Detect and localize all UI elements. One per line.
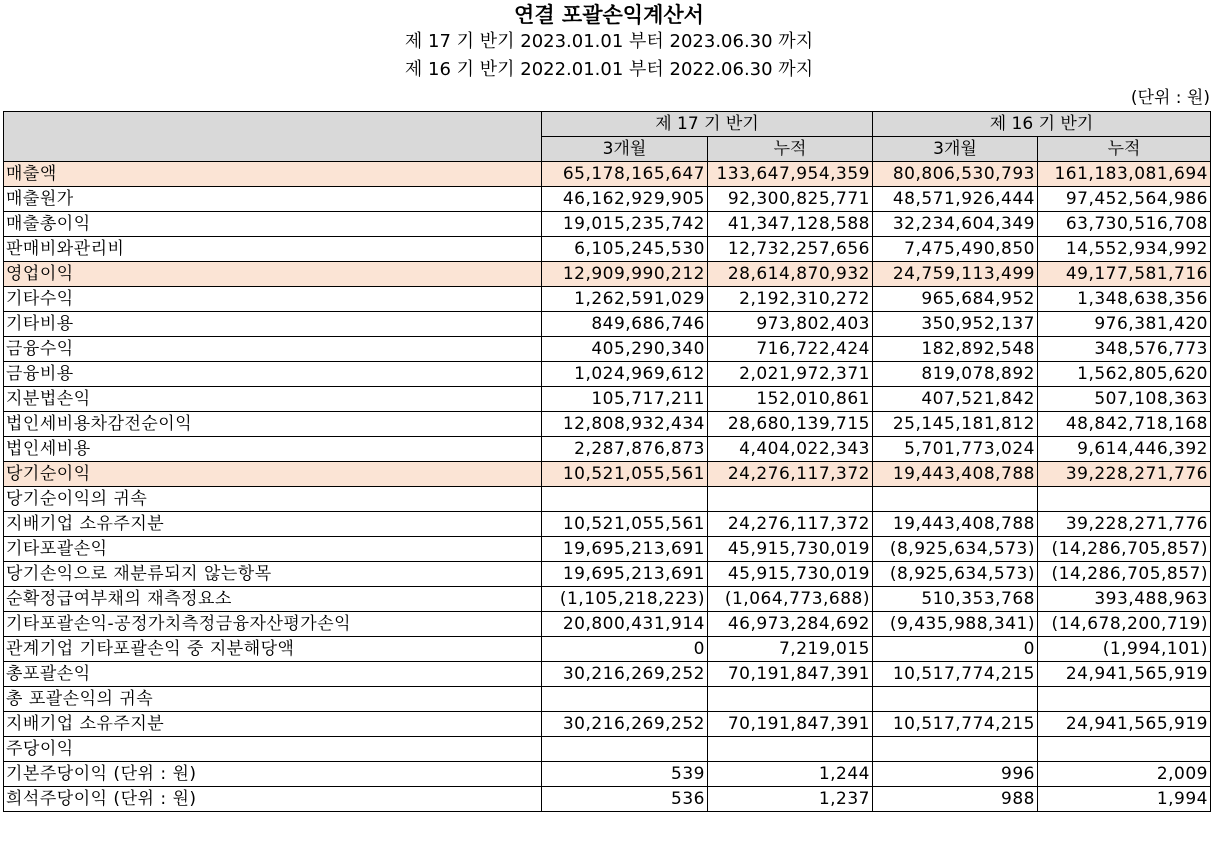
row-label: 순확정급여부채의 재측정요소 bbox=[4, 587, 542, 612]
table-row bbox=[4, 687, 1211, 712]
prior-3m-value: (9,435,988,341) bbox=[873, 612, 1038, 637]
table-row bbox=[4, 237, 1211, 262]
current-3m-value: 19,015,235,742 bbox=[542, 212, 708, 237]
prior-cum-value: 348,576,773 bbox=[1038, 337, 1211, 362]
current-3m-value: 405,290,340 bbox=[542, 337, 708, 362]
row-label: 당기손익으로 재분류되지 않는항목 bbox=[4, 562, 542, 587]
current-cum-value: 24,276,117,372 bbox=[708, 462, 873, 487]
table-header bbox=[4, 112, 1211, 162]
table-row bbox=[4, 312, 1211, 337]
current-3m-value: 536 bbox=[542, 787, 708, 812]
current-cum-value: 45,915,730,019 bbox=[708, 537, 873, 562]
row-label: 지배기업 소유주지분 bbox=[4, 512, 542, 537]
row-label: 영업이익 bbox=[4, 262, 542, 287]
group-prior-header: 제 16 기 반기 bbox=[873, 112, 1211, 137]
current-cum-value: 1,244 bbox=[708, 762, 873, 787]
row-label: 매출총이익 bbox=[4, 212, 542, 237]
account-header bbox=[4, 112, 542, 162]
row-label: 법인세비용차감전순이익 bbox=[4, 412, 542, 437]
prior-3m-value: 819,078,892 bbox=[873, 362, 1038, 387]
table-row bbox=[4, 212, 1211, 237]
current-cumulative-header: 누적 bbox=[708, 137, 873, 162]
income-statement-table bbox=[3, 111, 1211, 812]
current-cum-value: 24,276,117,372 bbox=[708, 512, 873, 537]
period-current: 제 17 기 반기 2023.01.01 부터 2023.06.30 까지 bbox=[404, 31, 814, 52]
prior-3m-value bbox=[873, 737, 1038, 762]
prior-cum-value: 1,348,638,356 bbox=[1038, 287, 1211, 312]
row-label: 판매비와관리비 bbox=[4, 237, 542, 262]
row-label: 당기순이익의 귀속 bbox=[4, 487, 542, 512]
prior-3m-value: 10,517,774,215 bbox=[873, 662, 1038, 687]
current-3m-value: 30,216,269,252 bbox=[542, 712, 708, 737]
prior-cum-value: 161,183,081,694 bbox=[1038, 162, 1211, 187]
prior-cum-value: 14,552,934,992 bbox=[1038, 237, 1211, 262]
prior-3m-value: (8,925,634,573) bbox=[873, 562, 1038, 587]
current-3m-value: 20,800,431,914 bbox=[542, 612, 708, 637]
period-prior: 제 16 기 반기 2022.01.01 부터 2022.06.30 까지 bbox=[404, 59, 814, 80]
current-cum-value bbox=[708, 737, 873, 762]
row-label: 기타수익 bbox=[4, 287, 542, 312]
row-label: 매출액 bbox=[4, 162, 542, 187]
prior-cum-value: 976,381,420 bbox=[1038, 312, 1211, 337]
current-cum-value: 45,915,730,019 bbox=[708, 562, 873, 587]
table-row bbox=[4, 487, 1211, 512]
row-label: 지분법손익 bbox=[4, 387, 542, 412]
prior-cum-value: 24,941,565,919 bbox=[1038, 712, 1211, 737]
prior-3m-value bbox=[873, 687, 1038, 712]
table-row bbox=[4, 787, 1211, 812]
current-3m-value: (1,105,218,223) bbox=[542, 587, 708, 612]
prior-3m-value: 510,353,768 bbox=[873, 587, 1038, 612]
prior-cum-value: (14,286,705,857) bbox=[1038, 537, 1211, 562]
prior-3m-value: 48,571,926,444 bbox=[873, 187, 1038, 212]
prior-cum-value bbox=[1038, 487, 1211, 512]
prior-3m-value: (8,925,634,573) bbox=[873, 537, 1038, 562]
current-3m-value: 12,909,990,212 bbox=[542, 262, 708, 287]
prior-cum-value: (14,286,705,857) bbox=[1038, 562, 1211, 587]
prior-3m-value: 988 bbox=[873, 787, 1038, 812]
current-cum-value: 133,647,954,359 bbox=[708, 162, 873, 187]
prior-3m-value: 32,234,604,349 bbox=[873, 212, 1038, 237]
current-cum-value: 973,802,403 bbox=[708, 312, 873, 337]
row-label: 기타비용 bbox=[4, 312, 542, 337]
row-label: 총포괄손익 bbox=[4, 662, 542, 687]
prior-cumulative-header: 누적 bbox=[1038, 137, 1211, 162]
statement-title: 연결 포괄손익계산서 bbox=[514, 3, 704, 27]
current-cum-value: 716,722,424 bbox=[708, 337, 873, 362]
current-cum-value: 2,192,310,272 bbox=[708, 287, 873, 312]
prior-cum-value: 39,228,271,776 bbox=[1038, 512, 1211, 537]
table-row bbox=[4, 537, 1211, 562]
unit-label: (단위 : 원) bbox=[1130, 88, 1210, 108]
prior-cum-value: 2,009 bbox=[1038, 762, 1211, 787]
table-row bbox=[4, 762, 1211, 787]
table-row bbox=[4, 512, 1211, 537]
prior-cum-value: 49,177,581,716 bbox=[1038, 262, 1211, 287]
current-3m-value bbox=[542, 487, 708, 512]
current-3m-value: 10,521,055,561 bbox=[542, 512, 708, 537]
prior-3m-value: 7,475,490,850 bbox=[873, 237, 1038, 262]
prior-cum-value: 97,452,564,986 bbox=[1038, 187, 1211, 212]
row-label: 금융비용 bbox=[4, 362, 542, 387]
prior-cum-value: 48,842,718,168 bbox=[1038, 412, 1211, 437]
prior-cum-value: 1,562,805,620 bbox=[1038, 362, 1211, 387]
prior-3m-value: 996 bbox=[873, 762, 1038, 787]
table-row bbox=[4, 262, 1211, 287]
prior-3m-value: 0 bbox=[873, 637, 1038, 662]
prior-three-month-header: 3개월 bbox=[873, 137, 1038, 162]
current-cum-value: 152,010,861 bbox=[708, 387, 873, 412]
current-cum-value: 28,614,870,932 bbox=[708, 262, 873, 287]
row-label: 총 포괄손익의 귀속 bbox=[4, 687, 542, 712]
current-3m-value: 849,686,746 bbox=[542, 312, 708, 337]
table-row bbox=[4, 612, 1211, 637]
group-current-header: 제 17 기 반기 bbox=[542, 112, 873, 137]
prior-3m-value: 19,443,408,788 bbox=[873, 512, 1038, 537]
current-cum-value: 12,732,257,656 bbox=[708, 237, 873, 262]
table-row bbox=[4, 462, 1211, 487]
row-label: 기타포괄손익-공정가치측정금융자산평가손익 bbox=[4, 612, 542, 637]
table-row bbox=[4, 187, 1211, 212]
row-label: 관계기업 기타포괄손익 중 지분해당액 bbox=[4, 637, 542, 662]
current-cum-value bbox=[708, 687, 873, 712]
current-3m-value: 0 bbox=[542, 637, 708, 662]
prior-cum-value: 507,108,363 bbox=[1038, 387, 1211, 412]
prior-3m-value: 182,892,548 bbox=[873, 337, 1038, 362]
current-3m-value bbox=[542, 737, 708, 762]
prior-3m-value bbox=[873, 487, 1038, 512]
prior-3m-value: 10,517,774,215 bbox=[873, 712, 1038, 737]
current-cum-value: 70,191,847,391 bbox=[708, 662, 873, 687]
current-3m-value: 12,808,932,434 bbox=[542, 412, 708, 437]
table-row bbox=[4, 287, 1211, 312]
row-label: 지배기업 소유주지분 bbox=[4, 712, 542, 737]
row-label: 주당이익 bbox=[4, 737, 542, 762]
prior-cum-value: 393,488,963 bbox=[1038, 587, 1211, 612]
row-label: 법인세비용 bbox=[4, 437, 542, 462]
table-row bbox=[4, 662, 1211, 687]
prior-cum-value: 1,994 bbox=[1038, 787, 1211, 812]
prior-cum-value: 63,730,516,708 bbox=[1038, 212, 1211, 237]
prior-cum-value bbox=[1038, 737, 1211, 762]
prior-cum-value bbox=[1038, 687, 1211, 712]
row-label: 당기순이익 bbox=[4, 462, 542, 487]
prior-3m-value: 407,521,842 bbox=[873, 387, 1038, 412]
table-row bbox=[4, 637, 1211, 662]
current-3m-value: 19,695,213,691 bbox=[542, 562, 708, 587]
prior-3m-value: 350,952,137 bbox=[873, 312, 1038, 337]
row-label: 매출원가 bbox=[4, 187, 542, 212]
table-row bbox=[4, 712, 1211, 737]
prior-3m-value: 965,684,952 bbox=[873, 287, 1038, 312]
current-3m-value: 19,695,213,691 bbox=[542, 537, 708, 562]
table-row bbox=[4, 387, 1211, 412]
current-cum-value bbox=[708, 487, 873, 512]
current-cum-value: 46,973,284,692 bbox=[708, 612, 873, 637]
prior-cum-value: (14,678,200,719) bbox=[1038, 612, 1211, 637]
prior-cum-value: (1,994,101) bbox=[1038, 637, 1211, 662]
row-label: 희석주당이익 (단위 : 원) bbox=[4, 787, 542, 812]
table-row bbox=[4, 562, 1211, 587]
current-cum-value: (1,064,773,688) bbox=[708, 587, 873, 612]
table-body bbox=[4, 162, 1211, 812]
current-three-month-header: 3개월 bbox=[542, 137, 708, 162]
current-3m-value: 30,216,269,252 bbox=[542, 662, 708, 687]
current-cum-value: 28,680,139,715 bbox=[708, 412, 873, 437]
table-row bbox=[4, 587, 1211, 612]
prior-3m-value: 5,701,773,024 bbox=[873, 437, 1038, 462]
current-cum-value: 41,347,128,588 bbox=[708, 212, 873, 237]
current-cum-value: 92,300,825,771 bbox=[708, 187, 873, 212]
current-cum-value: 2,021,972,371 bbox=[708, 362, 873, 387]
table-row bbox=[4, 362, 1211, 387]
current-3m-value: 105,717,211 bbox=[542, 387, 708, 412]
prior-3m-value: 80,806,530,793 bbox=[873, 162, 1038, 187]
row-label: 기타포괄손익 bbox=[4, 537, 542, 562]
prior-cum-value: 24,941,565,919 bbox=[1038, 662, 1211, 687]
current-3m-value: 1,024,969,612 bbox=[542, 362, 708, 387]
table-row bbox=[4, 737, 1211, 762]
table-row bbox=[4, 412, 1211, 437]
row-label: 기본주당이익 (단위 : 원) bbox=[4, 762, 542, 787]
current-cum-value: 70,191,847,391 bbox=[708, 712, 873, 737]
table-row bbox=[4, 437, 1211, 462]
current-3m-value: 539 bbox=[542, 762, 708, 787]
prior-3m-value: 19,443,408,788 bbox=[873, 462, 1038, 487]
table-row bbox=[4, 337, 1211, 362]
current-3m-value: 10,521,055,561 bbox=[542, 462, 708, 487]
row-label: 금융수익 bbox=[4, 337, 542, 362]
prior-3m-value: 25,145,181,812 bbox=[873, 412, 1038, 437]
current-3m-value: 6,105,245,530 bbox=[542, 237, 708, 262]
prior-cum-value: 9,614,446,392 bbox=[1038, 437, 1211, 462]
current-3m-value bbox=[542, 687, 708, 712]
prior-3m-value: 24,759,113,499 bbox=[873, 262, 1038, 287]
current-cum-value: 1,237 bbox=[708, 787, 873, 812]
current-3m-value: 46,162,929,905 bbox=[542, 187, 708, 212]
prior-cum-value: 39,228,271,776 bbox=[1038, 462, 1211, 487]
current-3m-value: 2,287,876,873 bbox=[542, 437, 708, 462]
current-cum-value: 4,404,022,343 bbox=[708, 437, 873, 462]
current-cum-value: 7,219,015 bbox=[708, 637, 873, 662]
current-3m-value: 1,262,591,029 bbox=[542, 287, 708, 312]
table-row bbox=[4, 162, 1211, 187]
current-3m-value: 65,178,165,647 bbox=[542, 162, 708, 187]
